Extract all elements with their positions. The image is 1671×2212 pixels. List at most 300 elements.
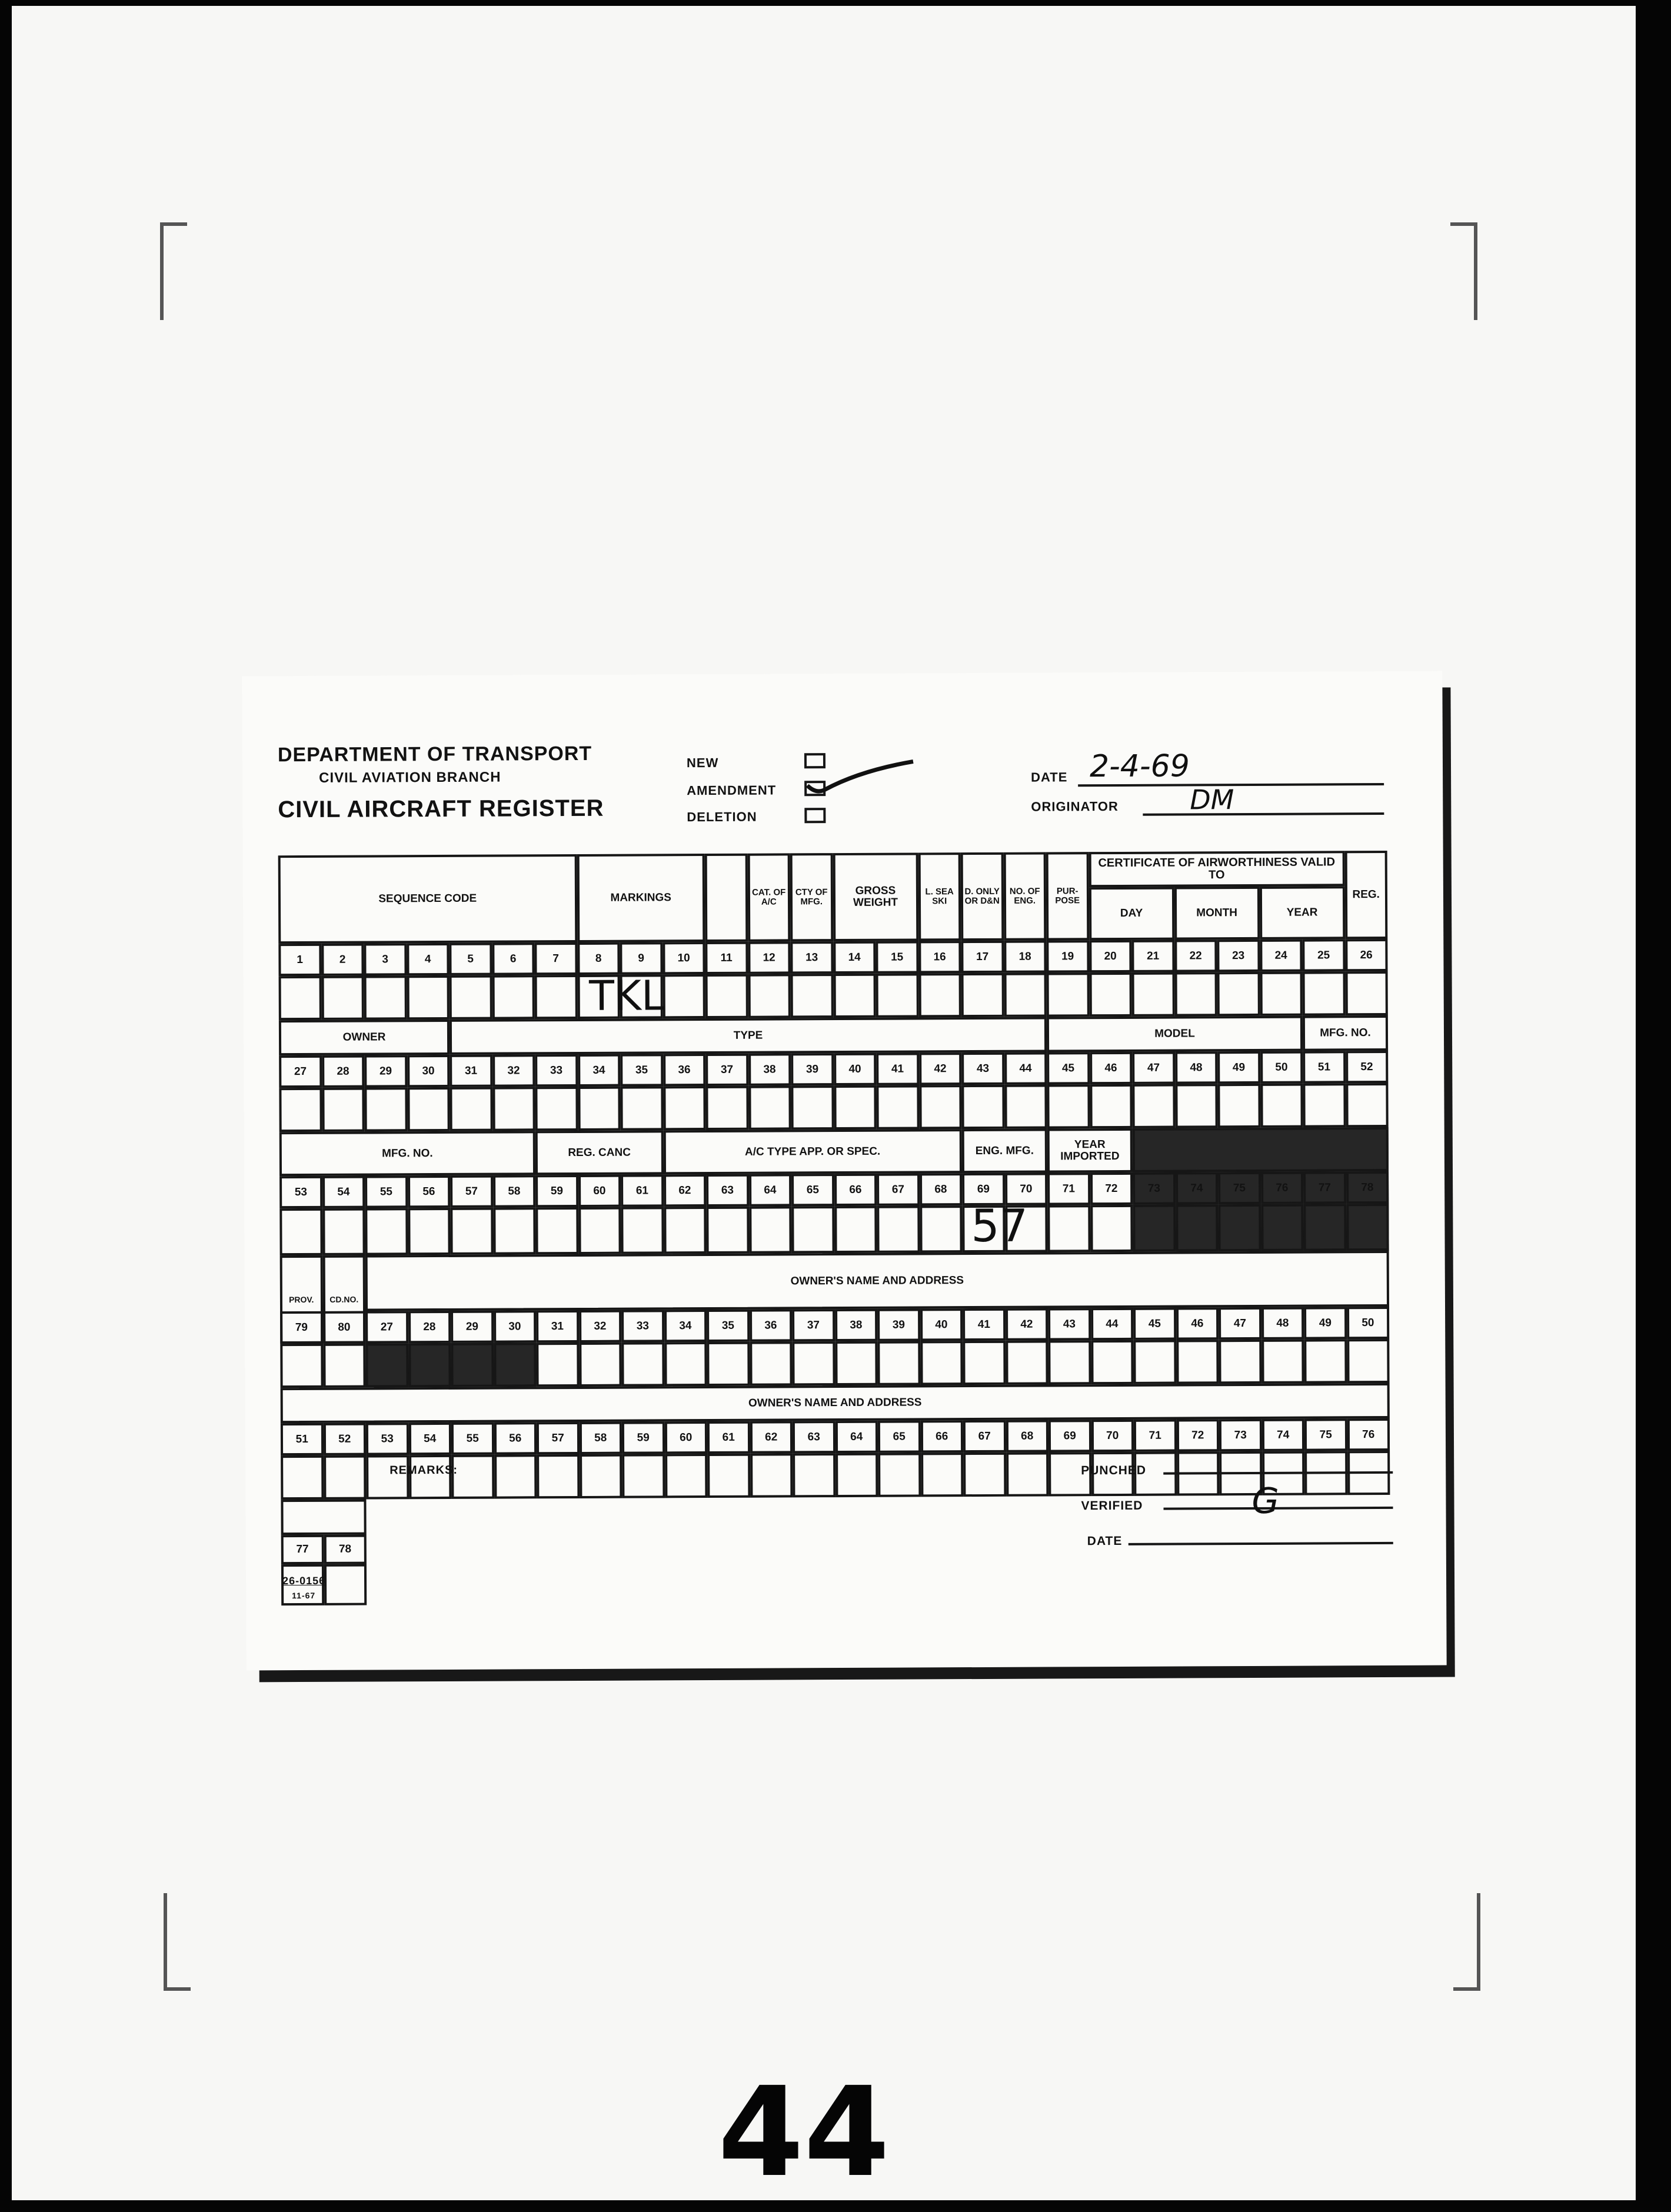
column-number-4: 4 [407,943,450,975]
cert-header: CERTIFICATE OF AIRWORTHINESS VALID TO [1089,851,1344,887]
column-number-28: 28 [408,1311,451,1343]
column-number-36: 36 [663,1054,706,1086]
column-number-75: 75 [1304,1418,1347,1451]
entry-box[interactable] [537,1454,580,1498]
column-number-66: 66 [920,1420,963,1453]
column-number-49: 49 [1217,1051,1260,1084]
column-number-45: 45 [1047,1052,1090,1084]
entry-box[interactable] [1006,1340,1048,1384]
column-number-43: 43 [961,1052,1004,1085]
mfgno-header-2: MFG. NO. [279,1131,535,1176]
column-number-35: 35 [707,1310,750,1342]
entry-box[interactable] [877,1205,920,1252]
entry-box[interactable] [1346,1204,1389,1251]
column-number-26: 26 [1345,939,1388,971]
remarks-gap [281,1500,366,1535]
branch-title: CIVIL AVIATION BRANCH [319,769,501,786]
column-number-59: 59 [622,1421,665,1454]
entry-box[interactable] [322,1088,365,1132]
column-number-36: 36 [750,1309,793,1341]
column-number-27: 27 [365,1311,408,1343]
verified-value: G [1251,1480,1280,1522]
entry-box[interactable] [792,1341,835,1385]
entry-box[interactable] [791,1085,834,1130]
entry-box[interactable] [664,1342,707,1386]
amendment-check-mark [801,758,919,800]
entry-box[interactable] [279,1208,322,1255]
entry-box[interactable] [963,1341,1006,1385]
column-number-62: 62 [750,1421,793,1453]
column-number-17: 17 [961,941,1004,973]
column-number-35: 35 [620,1054,663,1086]
column-number-27: 27 [279,1055,322,1088]
entry-box[interactable] [920,1341,963,1385]
entry-box[interactable] [1048,1340,1091,1384]
reg-header: REG. [1344,851,1387,939]
owner-address-header: OWNER'S NAME AND ADDRESS [365,1251,1389,1311]
column-number-38: 38 [835,1309,878,1341]
column-number-63: 63 [706,1174,749,1207]
entry-box[interactable] [748,974,791,1018]
column-number-44: 44 [1091,1308,1134,1340]
column-number-79: 79 [280,1311,323,1344]
owner-header: OWNER [279,1020,450,1055]
column-number-46: 46 [1090,1052,1133,1084]
entry-box[interactable] [877,1341,920,1385]
column-number-72: 72 [1090,1172,1133,1205]
entry-box[interactable] [321,976,364,1020]
column-number-52: 52 [1346,1051,1389,1083]
column-number-68: 68 [1006,1420,1048,1452]
entry-box[interactable] [492,1087,535,1131]
verified-label: VERIFIED [1081,1498,1143,1513]
column-number-54: 54 [322,1176,365,1208]
entry-box[interactable] [749,1206,792,1253]
entry-box[interactable] [1347,1339,1390,1383]
deletion-checkbox[interactable] [804,808,825,823]
column-number-67: 67 [963,1420,1006,1453]
entry-box[interactable] [621,1342,664,1386]
deletion-label: DELETION [687,809,757,825]
column-number-50: 50 [1260,1051,1303,1084]
column-number-66: 66 [834,1174,877,1206]
column-number-74: 74 [1261,1419,1304,1451]
entry-box[interactable] [793,1453,836,1497]
crop-mark-bottom-left [164,1893,191,1991]
lsea-header: L. SEA SKI [918,852,961,941]
entry-box[interactable] [1132,1084,1175,1128]
column-number-64: 64 [835,1421,878,1453]
column-number-13: 13 [790,941,833,974]
column-number-8: 8 [577,942,620,975]
column-number-77: 77 [1303,1171,1346,1204]
originator-label: ORIGINATOR [1031,798,1119,814]
column-number-30: 30 [407,1055,450,1087]
entry-box[interactable] [1091,1340,1134,1384]
entry-box[interactable] [1090,1205,1133,1252]
entry-box[interactable] [919,1085,962,1129]
entry-box[interactable] [1346,1083,1389,1127]
entry-box[interactable] [835,1341,878,1385]
entry-box[interactable] [1176,1204,1219,1251]
column-number-31: 31 [450,1055,492,1087]
column-number-9: 9 [620,942,663,974]
column-number-41: 41 [963,1308,1006,1341]
type-header: TYPE [450,1017,1047,1054]
column-number-19: 19 [1046,940,1089,972]
column-number-80: 80 [323,1311,366,1344]
column-number-62: 62 [664,1174,707,1207]
entry-box[interactable] [1174,972,1217,1016]
entry-box[interactable] [281,1455,324,1500]
engmfg-value: 57 [971,1199,1028,1252]
year-header: YEAR [1259,886,1344,940]
entry-box[interactable] [450,975,492,1020]
dept-title: DEPARTMENT OF TRANSPORT [277,742,592,767]
column-number-51: 51 [1303,1051,1346,1083]
actype-header: A/C TYPE APP. OR SPEC. [663,1129,962,1174]
entry-box[interactable] [279,976,322,1020]
column-number-1: 1 [278,944,321,976]
entry-box[interactable] [494,1454,537,1498]
column-number-69: 69 [962,1173,1005,1205]
column-number-37: 37 [705,1054,748,1086]
column-number-78: 78 [324,1535,367,1564]
column-number-39: 39 [791,1053,834,1085]
column-number-58: 58 [579,1422,622,1454]
date-label: DATE [1031,769,1068,785]
entry-box[interactable] [620,1086,663,1130]
column-number-48: 48 [1175,1051,1218,1084]
entry-box[interactable] [1175,1084,1218,1128]
entry-box[interactable] [451,1343,494,1387]
column-number-10: 10 [663,942,705,974]
entry-box[interactable] [407,975,450,1020]
column-number-11: 11 [705,942,748,974]
column-number-21: 21 [1131,940,1174,972]
entry-box[interactable] [1089,972,1132,1017]
entry-box[interactable] [748,1085,791,1130]
entry-box[interactable] [1090,1084,1133,1128]
column-number-29: 29 [451,1311,494,1343]
entry-box[interactable] [663,1086,706,1130]
column-number-38: 38 [748,1053,791,1085]
column-number-61: 61 [707,1421,750,1454]
entry-box[interactable] [791,974,834,1018]
entry-box[interactable] [1219,1340,1261,1384]
entry-box[interactable] [450,1087,492,1131]
punched-label: PUNCHED [1081,1463,1147,1478]
entry-box[interactable] [664,1207,707,1254]
column-number-39: 39 [877,1308,920,1341]
column-number-48: 48 [1261,1307,1304,1340]
column-number-58: 58 [493,1175,536,1207]
entry-box[interactable] [921,1453,964,1497]
column-number-56: 56 [408,1175,451,1208]
column-number-3: 3 [364,943,407,975]
entry-box[interactable] [324,1455,367,1500]
register-card [242,671,1446,1671]
entry-box[interactable] [1047,972,1090,1017]
column-number-16: 16 [918,941,961,973]
entry-box[interactable] [493,1207,536,1254]
column-number-14: 14 [833,941,876,974]
form-date: 11-67 [292,1590,316,1601]
column-number-42: 42 [919,1052,962,1085]
crop-mark-top-right [1450,222,1477,320]
entry-box[interactable] [707,1454,750,1498]
column-number-57: 57 [450,1175,493,1208]
entry-box[interactable] [836,1453,878,1497]
column-number-47: 47 [1132,1052,1175,1084]
column-number-70: 70 [1091,1420,1134,1452]
entry-box[interactable] [1303,971,1346,1015]
entry-box[interactable] [1133,1205,1176,1252]
entry-box[interactable] [536,1342,579,1387]
column-number-64: 64 [749,1174,792,1206]
column-number-60: 60 [578,1175,621,1207]
entry-box[interactable] [1176,1340,1219,1384]
entry-box[interactable] [1304,1339,1347,1383]
column-number-51: 51 [281,1423,324,1455]
column-number-71: 71 [1047,1172,1090,1205]
entry-box[interactable] [1217,972,1260,1016]
entry-box[interactable] [1047,1084,1090,1128]
column-number-40: 40 [834,1053,877,1085]
entry-box[interactable] [1217,1084,1260,1128]
column-number-42: 42 [1006,1308,1048,1340]
shaded-area [1133,1127,1389,1172]
entry-box[interactable] [580,1454,623,1498]
entry-box[interactable] [578,1087,621,1131]
entry-box[interactable] [579,1342,622,1387]
column-number-29: 29 [364,1055,407,1087]
entry-box[interactable] [364,1087,407,1131]
column-number-20: 20 [1089,940,1132,972]
entry-box[interactable] [578,1207,621,1254]
markings-value: TKL [589,971,665,1020]
column-number-57: 57 [537,1422,580,1454]
column-number-67: 67 [877,1173,920,1205]
entry-box[interactable] [535,975,578,1019]
entry-box[interactable] [1303,1204,1346,1251]
entry-box[interactable] [408,1208,451,1255]
engmfg-header: ENG. MFG. [962,1128,1047,1173]
markings-header: MARKINGS [577,854,705,942]
entry-box[interactable] [920,1205,963,1252]
entry-box[interactable] [665,1454,708,1498]
column-number-73: 73 [1133,1172,1176,1205]
crop-mark-top-left [160,222,187,320]
entry-box[interactable] [663,974,705,1018]
register-title: CIVIL AIRCRAFT REGISTER [278,795,604,823]
entry-box[interactable] [961,1085,1004,1129]
entry-box[interactable] [1261,1204,1304,1251]
column-number-52: 52 [323,1423,366,1455]
date-value: 2-4-69 [1089,748,1190,785]
column-number-73: 73 [1219,1419,1262,1451]
owner-address-header-2: OWNER'S NAME AND ADDRESS [281,1383,1390,1423]
entry-box[interactable] [1004,1084,1047,1128]
column-number-55: 55 [451,1423,494,1455]
column-number-2: 2 [321,944,364,976]
column-number-24: 24 [1260,940,1303,972]
column-number-65: 65 [878,1420,921,1453]
column-number-37: 37 [792,1309,835,1341]
entry-box[interactable] [535,1087,578,1131]
entry-box[interactable] [791,1206,834,1253]
entry-box[interactable] [707,1342,750,1386]
regcanc-header: REG. CANC [535,1130,664,1175]
entry-box[interactable] [365,1343,408,1387]
entry-box[interactable] [279,1088,322,1132]
entry-box[interactable] [1260,972,1303,1016]
blank-header [705,854,748,942]
crop-mark-bottom-right [1453,1893,1480,1991]
model-header: MODEL [1047,1016,1303,1052]
column-number-18: 18 [1004,940,1047,972]
column-number-41: 41 [876,1052,919,1085]
entry-box[interactable] [705,1086,748,1130]
column-number-34: 34 [578,1054,621,1087]
column-number-70: 70 [1005,1172,1048,1205]
entry-box[interactable] [1261,1340,1304,1384]
column-number-31: 31 [536,1310,579,1342]
entry-box[interactable] [407,1087,450,1131]
entry-box[interactable] [706,1207,749,1254]
entry-box[interactable] [1345,971,1388,1015]
entry-box[interactable] [622,1454,665,1498]
column-number-50: 50 [1347,1307,1390,1339]
yearimp-header: YEAR IMPORTED [1047,1128,1133,1173]
entry-box[interactable] [1006,1452,1049,1496]
entry-box[interactable] [961,973,1004,1017]
entry-box[interactable] [1133,1340,1176,1384]
purpose-header: PUR- POSE [1046,852,1089,940]
column-number-61: 61 [621,1174,664,1207]
entry-box[interactable] [280,1344,323,1388]
entry-box[interactable] [492,975,535,1019]
column-number-46: 46 [1176,1307,1219,1340]
entry-box[interactable] [450,1208,493,1255]
originator-value: DM [1190,784,1234,816]
column-number-76: 76 [1347,1418,1390,1451]
day-header: DAY [1089,887,1174,941]
column-number-53: 53 [366,1423,409,1455]
entry-box[interactable] [876,1085,919,1129]
column-number-44: 44 [1004,1052,1047,1084]
column-number-6: 6 [492,942,535,975]
cat-header: CAT. OF A/C [747,853,790,941]
mfgno-header: MFG. NO. [1303,1015,1388,1051]
column-number-77: 77 [281,1535,324,1564]
column-number-69: 69 [1048,1420,1091,1452]
column-number-74: 74 [1176,1172,1219,1204]
new-label: NEW [686,755,719,771]
entry-box[interactable] [834,1085,877,1130]
column-number-32: 32 [579,1310,622,1342]
column-number-53: 53 [279,1176,322,1208]
column-number-45: 45 [1133,1308,1176,1340]
donly-header: D. ONLY OR D&N [961,852,1004,941]
column-number-28: 28 [322,1055,365,1088]
column-number-34: 34 [664,1310,707,1342]
entry-box[interactable] [323,1344,366,1388]
entry-box[interactable] [365,1208,408,1255]
remarks-label: REMARKS: [390,1463,458,1477]
entry-box[interactable] [1218,1204,1261,1251]
column-number-22: 22 [1174,940,1217,972]
entry-box[interactable] [1132,972,1175,1017]
month-header: MONTH [1174,887,1259,940]
entry-box[interactable] [322,1208,365,1255]
column-number-33: 33 [535,1054,578,1087]
entry-box[interactable] [1303,1083,1346,1127]
column-number-5: 5 [449,943,492,975]
entry-box[interactable] [963,1453,1006,1497]
column-number-76: 76 [1261,1172,1304,1204]
column-number-32: 32 [492,1054,535,1087]
amendment-label: AMENDMENT [687,782,777,798]
column-number-25: 25 [1302,939,1345,971]
entry-box[interactable] [621,1207,664,1254]
entry-box[interactable] [364,975,407,1020]
entry-box[interactable] [1260,1084,1303,1128]
entry-box[interactable] [878,1453,921,1497]
column-number-7: 7 [534,942,577,975]
column-number-47: 47 [1219,1307,1261,1340]
entry-box[interactable] [1047,1205,1090,1252]
entry-box[interactable] [408,1343,451,1387]
column-number-78: 78 [1346,1171,1389,1204]
column-number-56: 56 [494,1422,537,1454]
column-number-55: 55 [365,1175,408,1208]
column-number-65: 65 [791,1174,834,1206]
gross-weight-header: GROSS WEIGHT [833,852,918,941]
entry-box[interactable] [876,973,919,1017]
entry-box[interactable] [324,1564,367,1605]
footer-date-label: DATE [1087,1534,1123,1548]
column-number-63: 63 [793,1421,836,1453]
entry-box[interactable] [750,1341,793,1385]
footer-date-line [1129,1542,1393,1545]
sequence-code-header: SEQUENCE CODE [278,854,577,944]
entry-box[interactable] [535,1207,578,1254]
column-number-68: 68 [920,1173,963,1205]
form-number: 26-0156 [282,1574,326,1587]
cty-header: CTY OF MFG. [790,853,833,941]
entry-box[interactable] [494,1342,537,1387]
column-number-49: 49 [1304,1307,1347,1339]
entry-box[interactable] [918,973,961,1017]
scan-handwritten-mark: 44 [718,2060,890,2204]
entry-box[interactable] [833,974,876,1018]
entry-box[interactable] [705,974,748,1018]
noeng-header: NO. OF ENG. [1003,852,1046,940]
entry-box[interactable] [834,1206,877,1253]
entry-box[interactable] [1004,972,1047,1017]
column-number-72: 72 [1176,1419,1219,1451]
column-number-15: 15 [876,941,918,973]
column-number-75: 75 [1218,1172,1261,1204]
entry-box[interactable] [750,1453,793,1497]
column-number-71: 71 [1134,1420,1177,1452]
column-number-30: 30 [494,1310,537,1342]
column-number-33: 33 [621,1310,664,1342]
prov-header: PROV. [280,1255,323,1344]
column-number-12: 12 [748,941,791,974]
column-number-59: 59 [535,1175,578,1207]
